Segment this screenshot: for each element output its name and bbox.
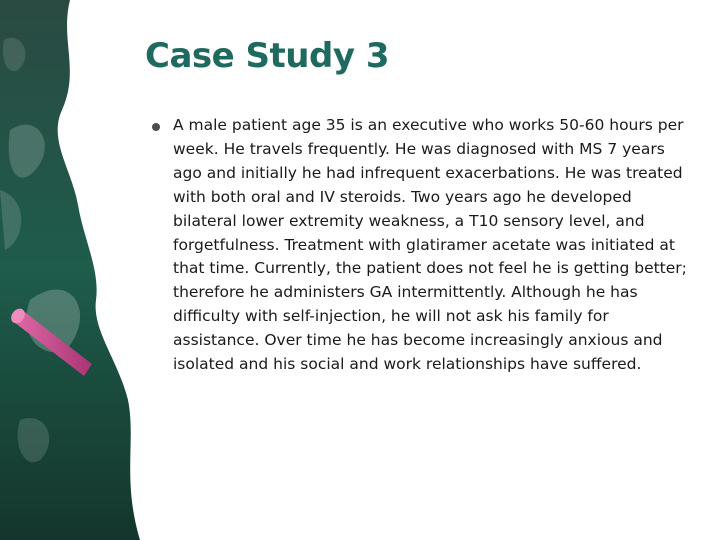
slide-title: Case Study 3 bbox=[145, 36, 389, 76]
bullet-item bbox=[150, 114, 698, 377]
bullet-list bbox=[150, 114, 698, 377]
chalkboard-decoration bbox=[0, 0, 140, 540]
bullet-text: A male patient age 35 is an executive who works 50-60 hours per week. He travels frequently. He was diagnosed with MS 7 years ago and initially he had infrequent exacerbations. He was treated with both oral and IV steroids. Two years ago he developed bilateral lower extremity weakness, a T10 sensory level, and forgetfulness. Treatment with glatiramer acetate was initiated at that time. Currently, the patient does not feel he is getting better; therefore he administers GA intermittently. Although he has difficulty with self-injection, he will not ask his family for assistance. Over time he has become increasingly anxious and isolated and his social and work relationships have suffered. bbox=[173, 116, 687, 374]
bullet-dot-icon bbox=[152, 123, 160, 131]
